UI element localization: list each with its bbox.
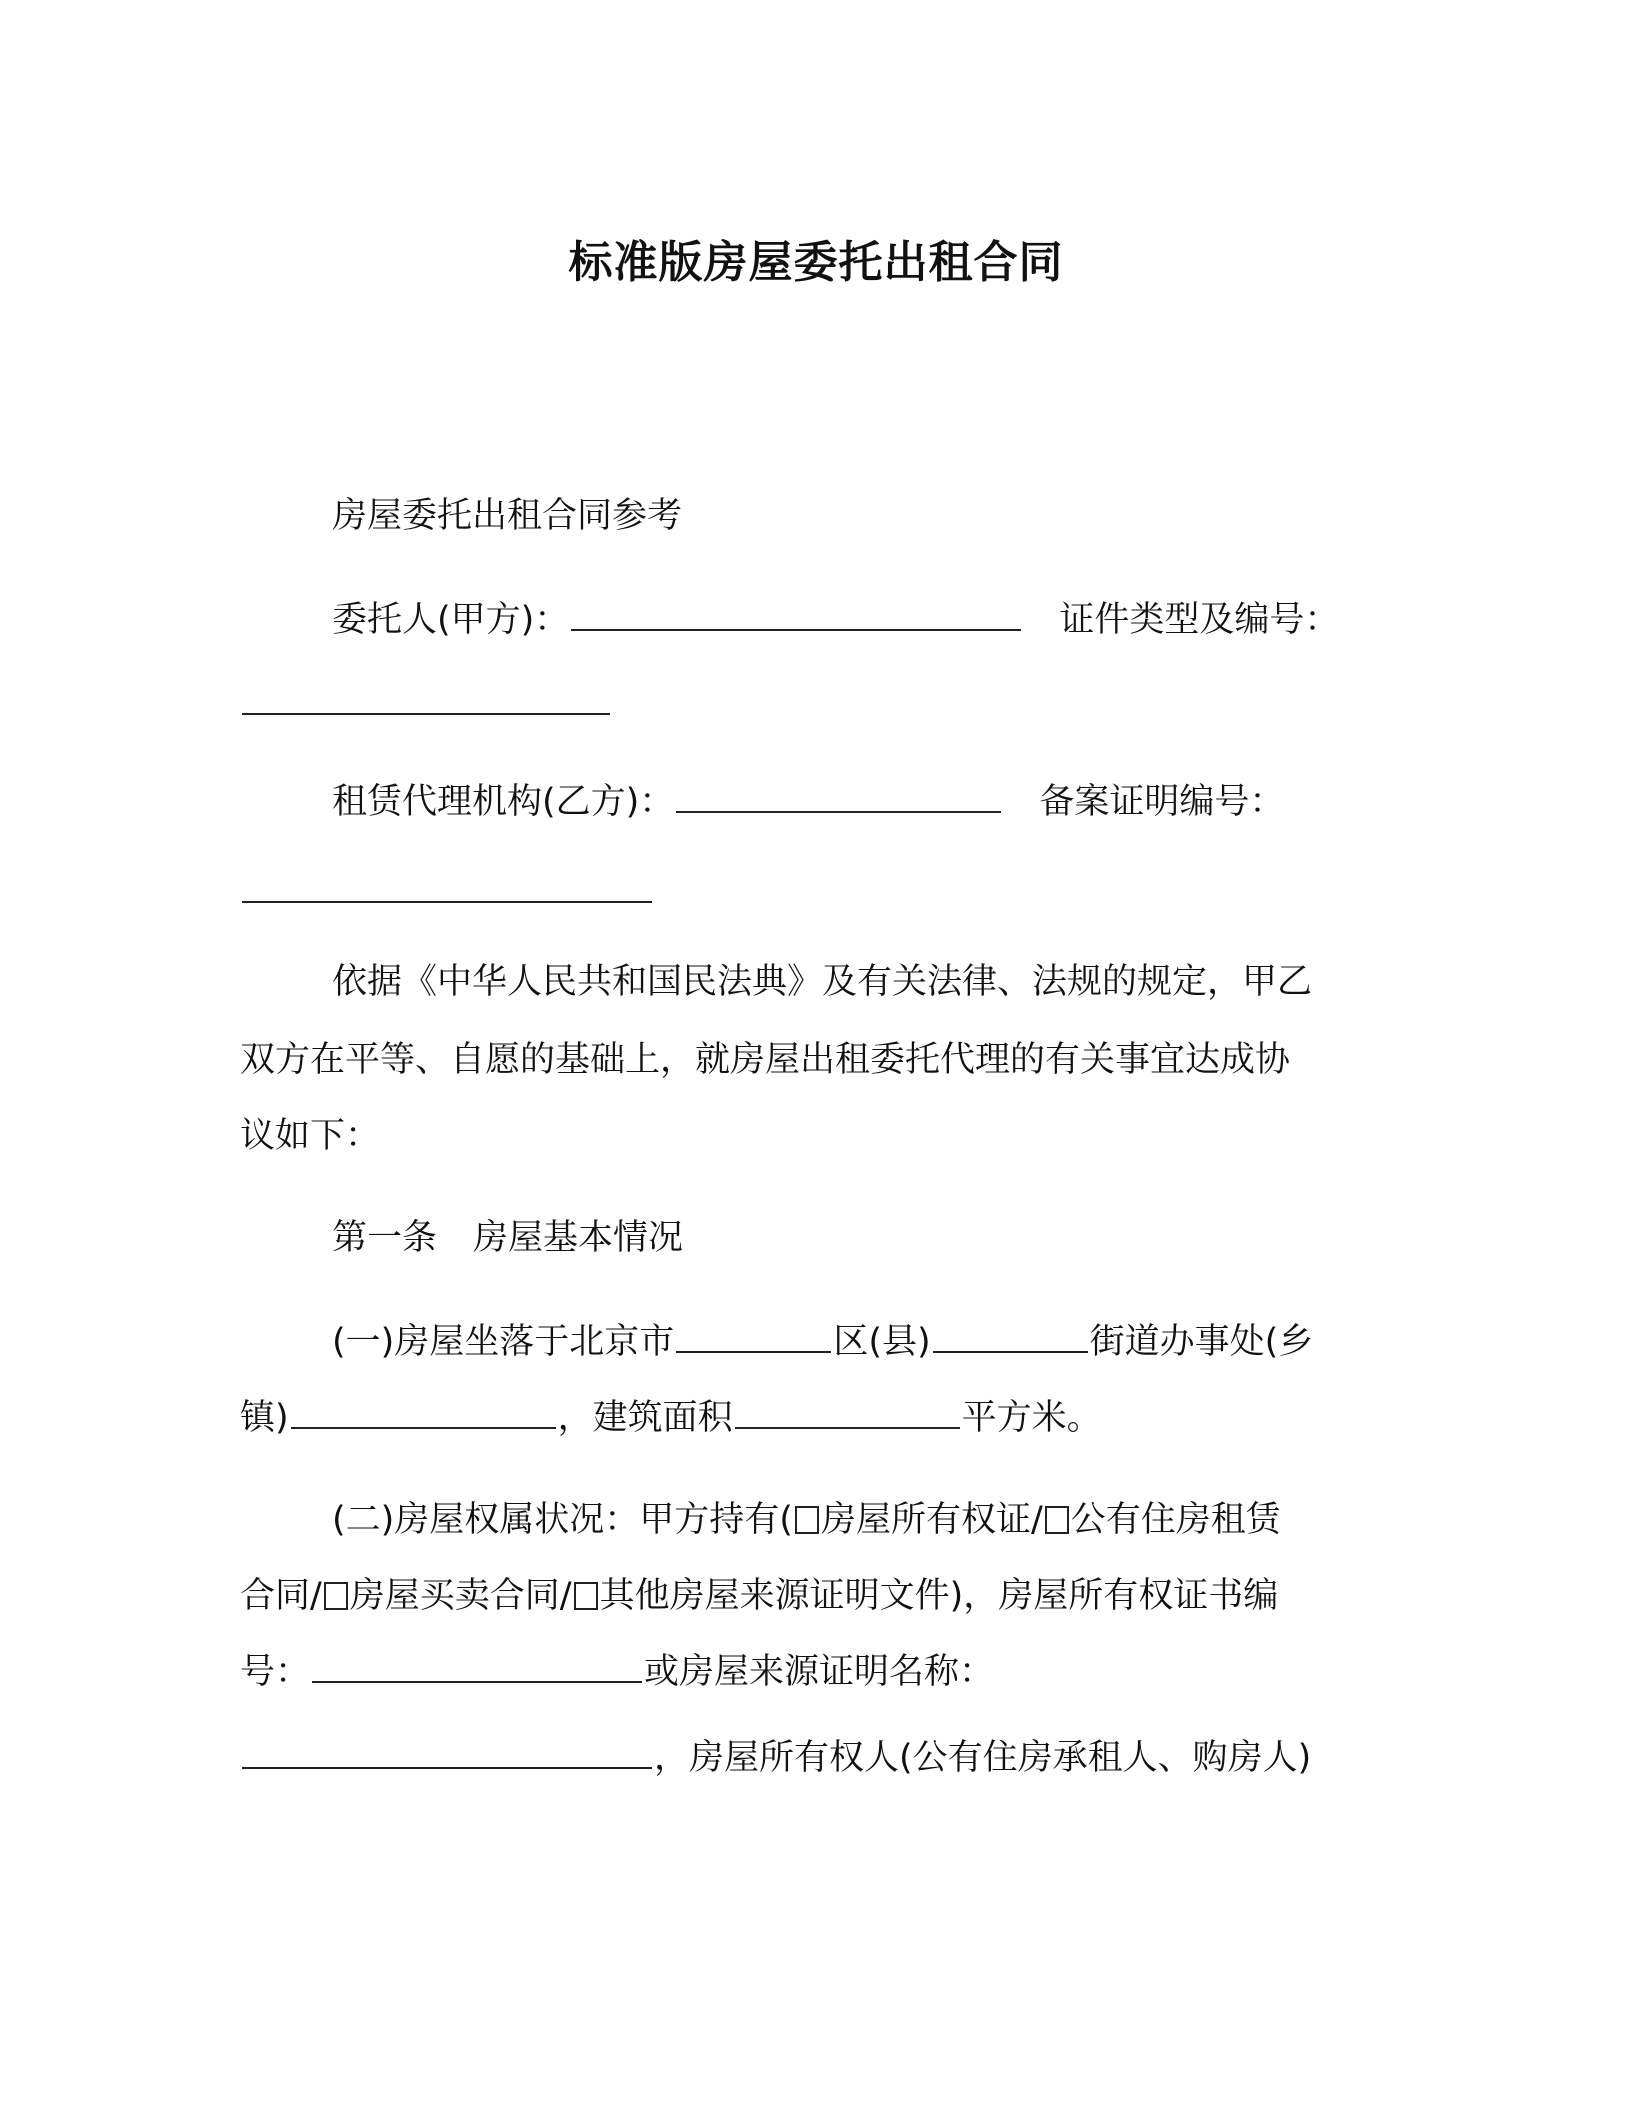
intro-line-2 bbox=[240, 1038, 1290, 1082]
clause-2-text-4: 合同/ bbox=[240, 1576, 322, 1616]
article-1-heading bbox=[332, 1216, 683, 1260]
party-a-id-line bbox=[240, 682, 612, 726]
clause-1-text-1: (一)房屋坐落于北京市 bbox=[332, 1322, 675, 1362]
intro-text-3: 议如下： bbox=[240, 1116, 381, 1156]
party-a-label: 委托人(甲方)： bbox=[332, 600, 570, 640]
clause-2-text-9: ，房屋所有权人(公有住房承租人、购房人) bbox=[654, 1738, 1312, 1778]
intro-text-2: 双方在平等、自愿的基础上，就房屋出租委托代理的有关事宜达成协 bbox=[240, 1040, 1291, 1080]
clause-2-text-8: 或房屋来源证明名称： bbox=[644, 1652, 995, 1692]
party-a-id-label: 证件类型及编号： bbox=[1059, 600, 1340, 640]
street-field[interactable] bbox=[933, 1321, 1088, 1353]
ownership-cert-checkbox[interactable] bbox=[795, 1506, 819, 1534]
clause-1-text-5: ，建筑面积 bbox=[557, 1398, 733, 1438]
article-1-title: 房屋基本情况 bbox=[473, 1218, 684, 1258]
clause-1-text-2: 区(县) bbox=[833, 1322, 931, 1362]
party-b-name-field[interactable] bbox=[676, 781, 1001, 813]
source-doc-name-field[interactable] bbox=[242, 1737, 652, 1769]
clause-1-line-2 bbox=[240, 1396, 1102, 1440]
intro-line-3 bbox=[240, 1114, 380, 1158]
clause-2-text-1: (二)房屋权属状况：甲方持有( bbox=[332, 1500, 793, 1540]
clause-2-text-3: 公有住房租赁 bbox=[1070, 1500, 1281, 1540]
purchase-contract-checkbox[interactable] bbox=[324, 1582, 348, 1610]
cert-number-field[interactable] bbox=[312, 1651, 642, 1683]
subtitle bbox=[332, 494, 682, 538]
intro-line-1 bbox=[332, 960, 1312, 1004]
clause-1-line-1 bbox=[332, 1320, 1313, 1364]
clause-1-text-3: 街道办事处(乡 bbox=[1089, 1322, 1314, 1362]
document-title: 标准版房屋委托出租合同 bbox=[568, 237, 1064, 288]
public-lease-checkbox[interactable] bbox=[1045, 1506, 1069, 1534]
clause-2-text-5: 房屋买卖合同/ bbox=[349, 1576, 572, 1616]
clause-2-line-3 bbox=[240, 1650, 994, 1694]
party-b-line bbox=[332, 780, 1284, 824]
clause-1-text-6: 平方米。 bbox=[961, 1398, 1102, 1438]
other-doc-checkbox[interactable] bbox=[574, 1582, 598, 1610]
party-a-id-field[interactable] bbox=[242, 683, 610, 715]
party-b-record-field[interactable] bbox=[242, 871, 652, 903]
clause-2-text-2: 房屋所有权证/ bbox=[820, 1500, 1043, 1540]
party-b-record-label: 备案证明编号： bbox=[1039, 782, 1285, 822]
clause-2-text-6: 其他房屋来源证明文件)，房屋所有权证书编 bbox=[599, 1576, 1279, 1616]
party-a-name-field[interactable] bbox=[571, 599, 1021, 631]
clause-2-line-2 bbox=[240, 1574, 1278, 1618]
party-b-record-line bbox=[240, 870, 654, 914]
district-field[interactable] bbox=[676, 1321, 831, 1353]
party-b-label: 租赁代理机构(乙方)： bbox=[332, 782, 675, 822]
subtitle-text: 房屋委托出租合同参考 bbox=[332, 496, 683, 536]
intro-text-1: 依据《中华人民共和国民法典》及有关法律、法规的规定，甲乙 bbox=[332, 962, 1313, 1002]
clause-1-text-4: 镇) bbox=[240, 1398, 289, 1438]
area-field[interactable] bbox=[735, 1397, 960, 1429]
party-a-line bbox=[332, 598, 1339, 642]
clause-2-line-4 bbox=[240, 1736, 1311, 1780]
article-1-number: 第一条 bbox=[332, 1218, 438, 1258]
clause-2-text-7: 号： bbox=[240, 1652, 311, 1692]
town-field[interactable] bbox=[291, 1397, 556, 1429]
clause-2-line-1 bbox=[332, 1498, 1281, 1542]
